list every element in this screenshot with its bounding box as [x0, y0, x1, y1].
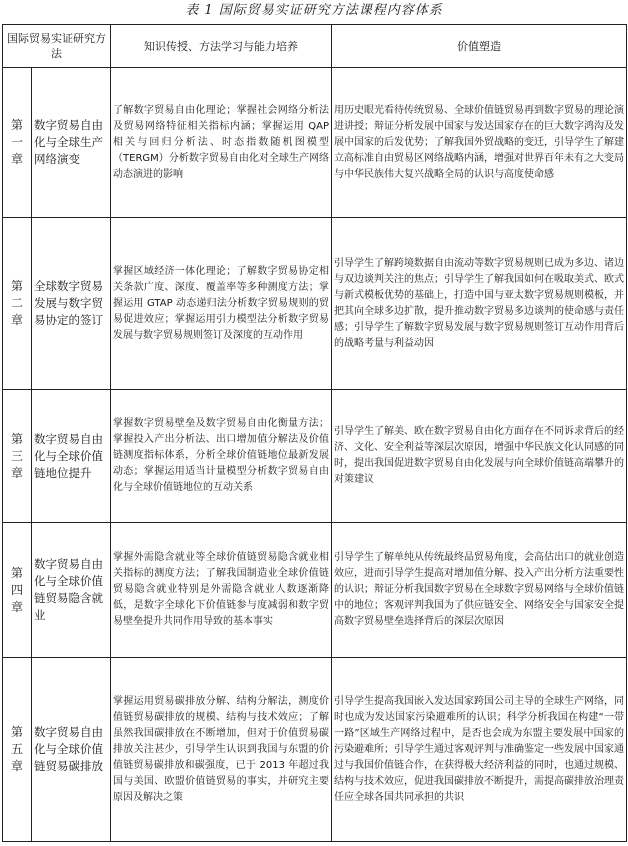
chapter-label: 第 五 章 — [3, 658, 32, 842]
value-cell: 引导学生了解跨境数据自由流动等数字贸易规则已成为多边、诸边与双边谈判关注的焦点；引导学生了解我国如何在吸取美式、欧式与新式模板优势的基础上，打造中国与亚太数字贸易规则模板，并把其向全球多边扩散，提升推动数字贸易多边谈判的使命感与责任感；引导学生了解数字贸易发展与数字贸易规则签订互动作用背后的战略考量与利益动因 — [332, 218, 627, 390]
table-row — [3, 523, 627, 658]
value-cell: 引导学生了解单纯从传统最终品贸易角度，会高估出口的就业创造效应，进而引导学生提高对增加值分解、投入产出分析方法重要性的认识；辩证分析我国数字贸易在全球数字贸易网络与全球价值链中的地位；客观评判我国为了供应链安全、网络安全与国家安全提高数字贸易壁垒选择背后的深层次原因 — [332, 523, 627, 658]
header-methods: 国际贸易实证研究方法 — [3, 25, 111, 68]
course-content-table — [2, 24, 627, 842]
header-value: 价值塑造 — [332, 25, 627, 68]
header-knowledge: 知识传授、方法学习与能力培养 — [111, 25, 332, 68]
knowledge-cell: 了解数字贸易自由化理论；掌握社会网络分析法及贸易网络特征相关指标内涵；掌握运用 QAP 相关与回归分析法、时态指数随机图模型（TERGM）分析数字贸易自由化对全球生产网络动态演进的影响 — [111, 68, 332, 218]
table-caption: 表 1 国际贸易实证研究方法课程内容体系 — [185, 3, 443, 18]
chapter-topic: 数字贸易自由化与全球价值链贸易隐含就业 — [32, 523, 111, 658]
value-cell: 引导学生了解美、欧在数字贸易自由化方面存在不同诉求背后的经济、文化、安全利益等深层次原因，增强中华民族文化认同感的同时，提出我国促进数字贸易自由化发展与向全球价值链高端攀升的对策建议 — [332, 390, 627, 523]
knowledge-cell: 掌握外需隐含就业等全球价值链贸易隐含就业相关指标的测度方法；了解我国制造业全球价值链贸易隐含就业特别是外需隐含就业人数逐渐降低，是数字全球化下价值链参与度减弱和数字贸易壁垒提升共同作用导致的基本事实 — [111, 523, 332, 658]
chapter-topic: 数字贸易自由化与全球价值链地位提升 — [32, 390, 111, 523]
chapter-label: 第 一 章 — [3, 68, 32, 218]
table-row — [3, 218, 627, 390]
knowledge-cell: 掌握区域经济一体化理论；了解数字贸易协定相关条款广度、深度、覆盖率等多种测度方法；掌握运用 GTAP 动态递归法分析数字贸易规则的贸易促进效应；掌握运用引力模型法分析数字贸易发展与数字贸易规则签订及深度的互动作用 — [111, 218, 332, 390]
value-cell: 引导学生提高我国嵌入发达国家跨国公司主导的全球生产网络，同时也成为发达国家污染避难所的认识；科学分析我国在构建“一带一路”区域生产网络过程中，是否也会成为东盟主要发展中国家的污染避难所；引导学生通过客观评判与准确鉴定一些发展中国家通过与我国价值链合作，在获得极大经济利益的同时，也通过规模、结构与技术效应，促进我国碳排放不断提升，需提高碳排放治理责任应全球各国共同承担的共识 — [332, 658, 627, 842]
chapter-topic: 全球数字贸易发展与数字贸易协定的签订 — [32, 218, 111, 390]
chapter-label: 第 二 章 — [3, 218, 32, 390]
value-cell: 用历史眼光看待传统贸易、全球价值链贸易再到数字贸易的理论演进讲授；辩证分析发展中国家与发达国家存在的巨大数字鸿沟及发展中国家的后发优势；了解我国外贸战略的变迁，引导学生了解建立高标准自由贸易区网络战略内涵，增强对世界百年未有之大变局与中华民族伟大复兴战略全局的认识与高度使命感 — [332, 68, 627, 218]
table-row — [3, 658, 627, 842]
chapter-label: 第 四 章 — [3, 523, 32, 658]
header-row — [3, 25, 627, 68]
chapter-label: 第 三 章 — [3, 390, 32, 523]
knowledge-cell: 掌握运用贸易碳排放分解、结构分解法，测度价值链贸易碳排放的规模、结构与技术效应；了解虽然我国碳排放在不断增加，但对于价值贸易碳排放关注甚少，引导学生认识到我国与东盟的价值链贸易碳排放和碳强度，已于 2013 年超过我国与美国、欧盟价值链贸易的事实，并研究主要原因及解决之策 — [111, 658, 332, 842]
table-row — [3, 390, 627, 523]
table-row — [3, 68, 627, 218]
chapter-topic: 数字贸易自由化与全球价值链贸易碳排放 — [32, 658, 111, 842]
chapter-topic: 数字贸易自由化与全球生产网络演变 — [32, 68, 111, 218]
knowledge-cell: 掌握数字贸易壁垒及数字贸易自由化衡量方法；掌握投入产出分析法、出口增加值分解法及价值链测度指标体系，分析全球价值链地位最新发展动态；掌握运用适当计量模型分析数字贸易自由化与全球价值链地位的互动关系 — [111, 390, 332, 523]
